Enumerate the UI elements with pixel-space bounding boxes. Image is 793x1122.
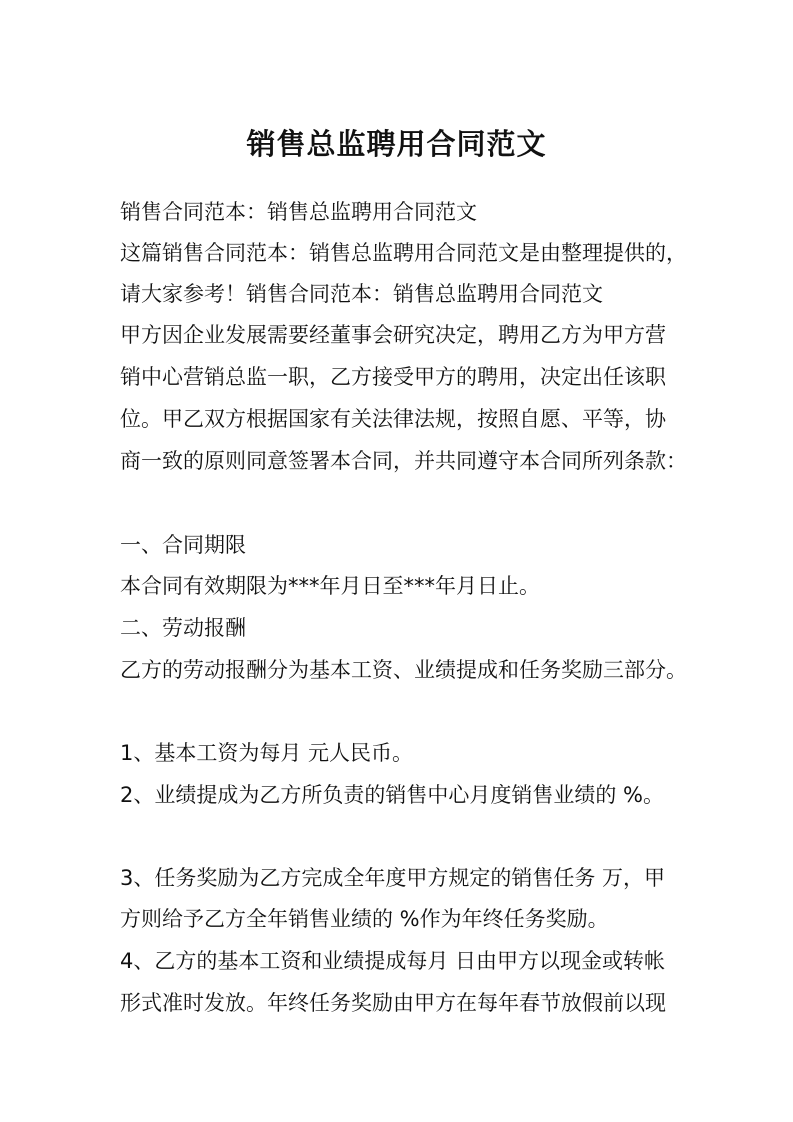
section-heading-term: 一、合同期限 (120, 533, 246, 557)
pay-clause-3-line-1: 3、任务奖励为乙方完成全年度甲方规定的销售任务 万，甲 (120, 866, 666, 890)
preamble-line-3: 位。甲乙双方根据国家有关法律法规，按照自愿、平等，协 (120, 407, 666, 431)
pay-summary: 乙方的劳动报酬分为基本工资、业绩提成和任务奖励三部分。 (120, 658, 687, 682)
document-title: 销售总监聘用合同范文 (246, 127, 547, 161)
preamble-line-2: 销中心营销总监一职，乙方接受甲方的聘用，决定出任该职 (120, 365, 666, 389)
pay-clause-1: 1、基本工资为每月 元人民币。 (120, 741, 414, 765)
term-clause: 本合同有效期限为***年月日至***年月日止。 (120, 574, 540, 598)
intro-line-1: 销售合同范本：销售总监聘用合同范文 (120, 200, 477, 224)
pay-clause-2: 2、业绩提成为乙方所负责的销售中心月度销售业绩的 %。 (120, 783, 664, 807)
intro-line-2: 这篇销售合同范本：销售总监聘用合同范文是由整理提供的， (120, 241, 687, 265)
pay-clause-4-line-1: 4、乙方的基本工资和业绩提成每月 日由甲方以现金或转帐 (120, 949, 666, 973)
section-heading-pay: 二、劳动报酬 (120, 616, 246, 640)
pay-clause-4-line-2: 形式准时发放。年终任务奖励由甲方在每年春节放假前以现 (120, 991, 666, 1015)
intro-line-3: 请大家参考！销售合同范本：销售总监聘用合同范文 (120, 282, 603, 306)
preamble-line-1: 甲方因企业发展需要经董事会研究决定，聘用乙方为甲方营 (120, 323, 666, 347)
preamble-line-4: 商一致的原则同意签署本合同，并共同遵守本合同所列条款： (120, 449, 687, 473)
pay-clause-3-line-2: 方则给予乙方全年销售业绩的 %作为年终任务奖励。 (120, 907, 609, 931)
